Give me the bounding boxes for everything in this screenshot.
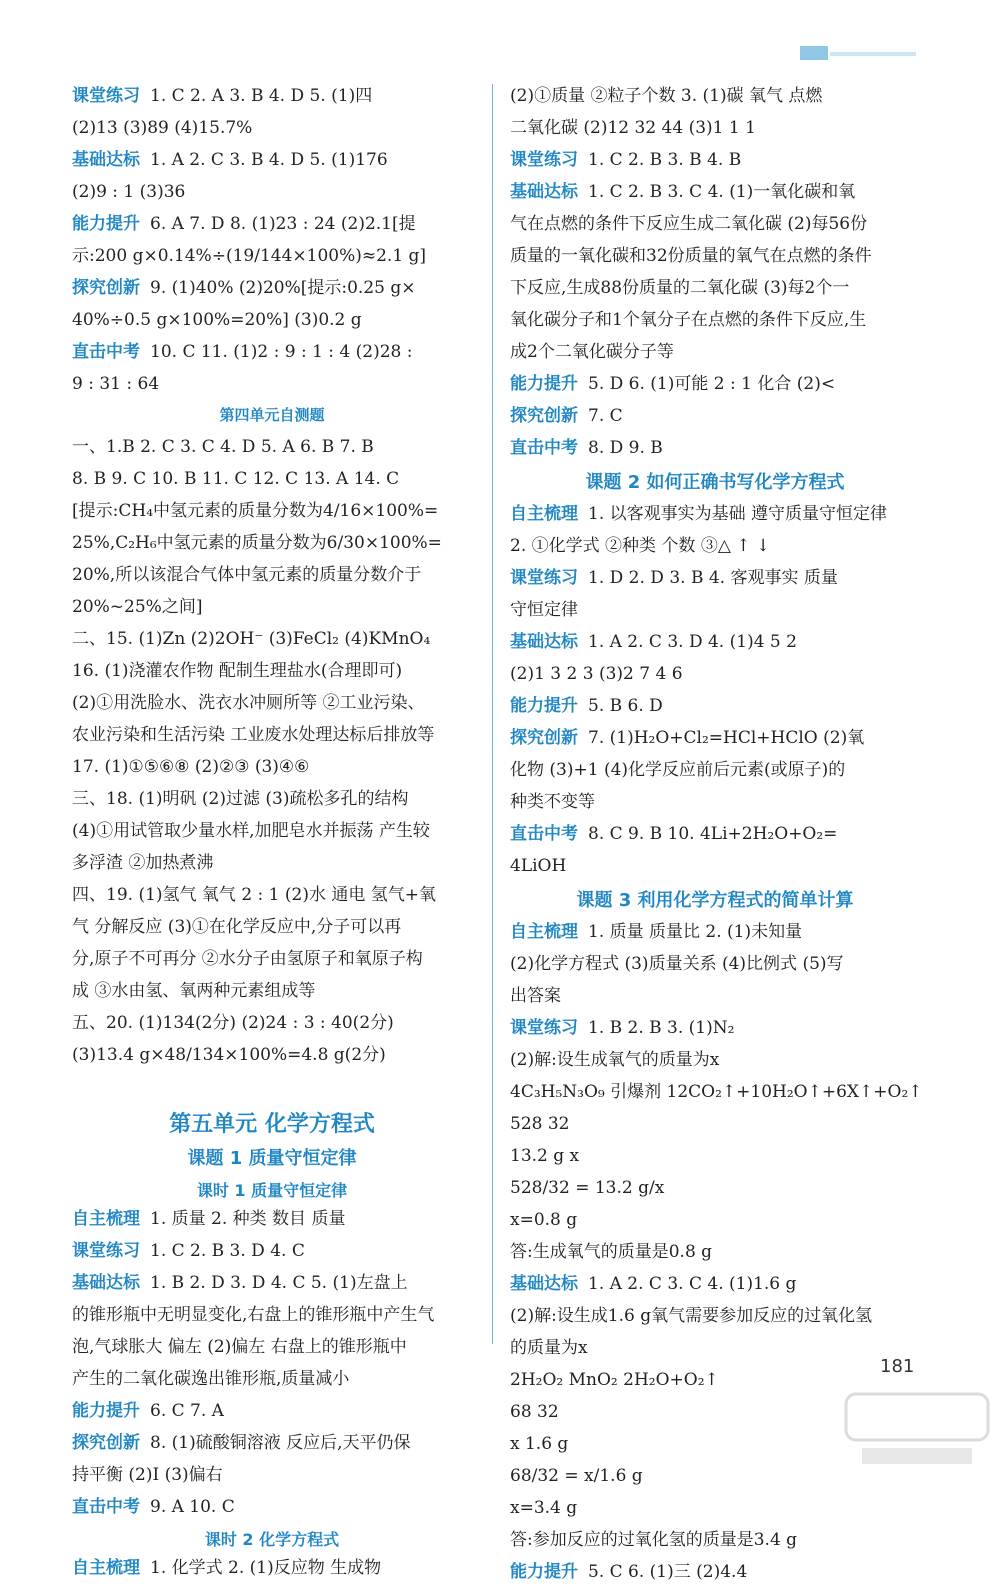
answer-line: [72, 308, 472, 332]
section-tag: 课堂练习: [510, 568, 578, 588]
answer-line: [510, 502, 920, 526]
answer-line: [510, 598, 920, 622]
answer-line: [510, 340, 920, 364]
answer-line: [72, 1431, 472, 1455]
answer-text: 7. (1)H₂O+Cl₂=HCl+HClO (2)氧: [588, 728, 865, 748]
answer-text: 68 32: [510, 1402, 559, 1422]
section-tag: 探究创新: [72, 278, 140, 298]
answer-line: [72, 947, 472, 971]
answer-text: 下反应,生成88份质量的二氧化碳 (3)每2个一: [510, 278, 850, 298]
answer-line: [72, 691, 472, 715]
answer-line: [510, 952, 920, 976]
answer-line: [72, 627, 472, 651]
answer-line: [510, 758, 920, 782]
answer-text: 4C₃H₅N₃O₉ 引爆剂 12CO₂↑+10H₂O↑+6X↑+O₂↑: [510, 1082, 923, 1102]
answer-text: 气在点燃的条件下反应生成二氧化碳 (2)每56份: [510, 214, 868, 234]
answer-text: 一、1.B 2. C 3. C 4. D 5. A 6. B 7. B: [72, 437, 374, 457]
answer-line: [510, 404, 920, 428]
answer-text: 示:200 g×0.14%÷(19/144×100%)≈2.1 g]: [72, 246, 427, 266]
lesson-title: 课时 1 质量守恒定律: [196, 1181, 348, 1200]
answer-text: 40%÷0.5 g×100%=20%] (3)0.2 g: [72, 310, 362, 330]
answer-text: 5. D 6. (1)可能 2 : 1 化合 (2)<: [588, 374, 836, 394]
answer-line: [72, 84, 472, 108]
section-tag: 能力提升: [510, 696, 578, 716]
answer-line: [510, 1080, 923, 1104]
answer-text: 4LiOH: [510, 856, 567, 876]
left-column: [72, 84, 472, 1588]
answer-text: 2. ①化学式 ②种类 个数 ③△ ↑ ↓: [510, 536, 771, 556]
answer-text: 17. (1)①⑤⑥⑧ (2)②③ (3)④⑥: [72, 757, 310, 777]
topic-title: 课题 2 如何正确书写化学方程式: [585, 472, 845, 493]
answer-text: 528/32 = 13.2 g/x: [510, 1178, 665, 1198]
answer-text: 1. C 2. B 3. D 4. C: [150, 1241, 305, 1261]
answer-line: [72, 1495, 472, 1519]
section-tag: 能力提升: [510, 1562, 578, 1582]
answer-line: [72, 499, 472, 523]
answer-text: 的锥形瓶中无明显变化,右盘上的锥形瓶中产生气: [72, 1305, 435, 1325]
answer-line: [72, 467, 472, 491]
answer-text: 五、20. (1)134(2分) (2)24 : 3 : 40(2分): [72, 1013, 394, 1033]
answer-text: 成 ③水由氢、氧两种元素组成等: [72, 981, 316, 1001]
answer-text: 528 32: [510, 1114, 570, 1134]
answer-line: [510, 1048, 920, 1072]
answer-line: [72, 851, 472, 875]
answer-line: [72, 148, 472, 172]
section-tag: 直击中考: [510, 824, 578, 844]
answer-line: [72, 1271, 472, 1295]
answer-text: 7. C: [588, 406, 623, 426]
section-tag: 探究创新: [510, 728, 578, 748]
unit-title: 第五单元 化学方程式: [169, 1112, 375, 1137]
section-tag: 基础达标: [72, 1273, 140, 1293]
section-tag: 课堂练习: [510, 150, 578, 170]
answer-text: 6. A 7. D 8. (1)23 : 24 (2)2.1[提: [150, 214, 416, 234]
answer-line: [72, 531, 472, 555]
answer-text: 1. 质量 2. 种类 数目 质量: [150, 1209, 346, 1229]
answer-text: x=0.8 g: [510, 1210, 578, 1230]
answer-text: 二氧化碳 (2)12 32 44 (3)1 1 1: [510, 118, 756, 138]
answer-line: [510, 726, 920, 750]
answer-text: 持平衡 (2)I (3)偏右: [72, 1465, 223, 1485]
section-tag: 课堂练习: [72, 1241, 140, 1261]
answer-text: (2)①用洗脸水、洗衣水冲厕所等 ②工业污染、: [72, 693, 425, 713]
answer-text: 1. 化学式 2. (1)反应物 生成物: [150, 1558, 382, 1578]
answer-text: 的质量为x: [510, 1338, 588, 1358]
answer-line: [510, 1176, 920, 1200]
answer-text: 泡,气球胀大 偏左 (2)偏左 右盘上的锥形瓶中: [72, 1337, 407, 1357]
answer-line: [510, 1240, 920, 1264]
answer-line: [72, 915, 472, 939]
section-tag: 基础达标: [510, 182, 578, 202]
answer-line: [510, 630, 920, 654]
answer-line: [510, 84, 920, 108]
answer-text: 1. C 2. B 3. B 4. B: [588, 150, 742, 170]
answer-line: [510, 1272, 920, 1296]
answer-line: [72, 595, 472, 619]
answer-text: 10. C 11. (1)2 : 9 : 1 : 4 (2)28 :: [150, 342, 413, 362]
answer-text: 6. C 7. A: [150, 1401, 224, 1421]
section-tag: 基础达标: [510, 1274, 578, 1294]
section-tag: 直击中考: [72, 342, 140, 362]
answer-line: [72, 1463, 472, 1487]
answer-text: (2)9 : 1 (3)36: [72, 182, 186, 202]
answer-line: [510, 566, 920, 590]
answer-text: x=3.4 g: [510, 1498, 578, 1518]
answer-line: [510, 1336, 920, 1360]
answer-line: [72, 723, 472, 747]
answer-text: 二、15. (1)Zn (2)2OH⁻ (3)FeCl₂ (4)KMnO₄: [72, 629, 431, 649]
answer-line: [510, 276, 920, 300]
answer-text: 5. C 6. (1)三 (2)4.4: [588, 1562, 748, 1582]
answer-line: [510, 662, 920, 686]
answer-text: (2)①质量 ②粒子个数 3. (1)碳 氧气 点燃: [510, 86, 823, 106]
answer-line: [510, 1112, 920, 1136]
answer-line: [510, 694, 920, 718]
answer-text: 16. (1)浇灌农作物 配制生理盐水(合理即可): [72, 661, 403, 681]
answer-line: [72, 659, 472, 683]
answer-line: [72, 276, 472, 300]
answer-text: 气 分解反应 (3)①在化学反应中,分子可以再: [72, 917, 402, 937]
answer-text: 三、18. (1)明矾 (2)过滤 (3)疏松多孔的结构: [72, 789, 409, 809]
answer-line: [510, 920, 920, 944]
topic-title: 课题 1 质量守恒定律: [187, 1148, 357, 1169]
answer-text: 1. C 2. A 3. B 4. D 5. (1)四: [150, 86, 373, 106]
answer-text: 20%~25%之间]: [72, 597, 203, 617]
answer-line: [510, 148, 920, 172]
answer-text: 出答案: [510, 986, 561, 1006]
answer-text: 成2个二氧化碳分子等: [510, 342, 674, 362]
answer-line: [72, 755, 472, 779]
answer-text: 化物 (3)+1 (4)化学反应前后元素(或原子)的: [510, 760, 846, 780]
answer-text: 质量的一氧化碳和32份质量的氧气在点燃的条件: [510, 246, 872, 266]
page-number: 181: [880, 1356, 915, 1377]
answer-text: [提示:CH₄中氢元素的质量分数为4/16×100%=: [72, 501, 439, 521]
answer-line: [510, 180, 920, 204]
answer-text: 9. A 10. C: [150, 1497, 235, 1517]
answer-line: [72, 1207, 472, 1231]
answer-text: 13.2 g x: [510, 1146, 580, 1166]
header-decoration-icon: [800, 42, 918, 64]
section-heading: 第四单元自测题: [219, 406, 325, 424]
answer-line: [72, 1335, 472, 1359]
answer-line: [72, 1303, 472, 1327]
answer-line: [510, 822, 920, 846]
answer-line: [72, 819, 472, 843]
answer-text: 1. A 2. C 3. B 4. D 5. (1)176: [150, 150, 388, 170]
answer-line: [72, 883, 472, 907]
answer-text: 1. A 2. C 3. D 4. (1)4 5 2: [588, 632, 797, 652]
answer-line: [72, 1239, 472, 1263]
topic-title: 课题 3 利用化学方程式的简单计算: [576, 890, 854, 911]
answer-line: [72, 979, 472, 1003]
section-tag: 自主梳理: [510, 504, 578, 524]
section-tag: 能力提升: [72, 214, 140, 234]
column-divider: [492, 84, 493, 1344]
answer-text: 四、19. (1)氢气 氧气 2 : 1 (2)水 通电 氢气+氧: [72, 885, 437, 905]
answer-line: [510, 1144, 920, 1168]
answer-text: (2)化学方程式 (3)质量关系 (4)比例式 (5)写: [510, 954, 844, 974]
answer-line: [510, 1560, 920, 1584]
answer-text: 答:参加反应的过氧化氢的质量是3.4 g: [510, 1530, 798, 1550]
section-tag: 课堂练习: [72, 86, 140, 106]
answer-line: [72, 1043, 472, 1067]
answer-text: (2)解:设生成1.6 g氧气需要参加反应的过氧化氢: [510, 1306, 873, 1326]
answer-text: 20%,所以该混合气体中氢元素的质量分数介于: [72, 565, 422, 585]
answer-text: 农业污染和生活污染 工业废水处理达标后排放等: [72, 725, 435, 745]
answer-line: [510, 116, 920, 140]
lesson-title: 课时 2 化学方程式: [204, 1530, 340, 1549]
answer-text: 2H₂O₂ MnO₂ 2H₂O+O₂↑: [510, 1370, 719, 1390]
answer-line: [510, 244, 920, 268]
answer-line: [510, 984, 920, 1008]
section-tag: 探究创新: [72, 1433, 140, 1453]
answer-text: (2)13 (3)89 (4)15.7%: [72, 118, 253, 138]
answer-line: [72, 1011, 472, 1035]
answer-text: 8. D 9. B: [588, 438, 663, 458]
section-tag: 能力提升: [510, 374, 578, 394]
answer-text: (2)解:设生成氧气的质量为x: [510, 1050, 720, 1070]
answer-text: 1. C 2. B 3. C 4. (1)一氧化碳和氧: [588, 182, 856, 202]
answer-line: [510, 1528, 920, 1552]
answer-line: [72, 787, 472, 811]
section-tag: 基础达标: [72, 150, 140, 170]
answer-line: [510, 1304, 920, 1328]
answer-text: 25%,C₂H₆中氢元素的质量分数为6/30×100%=: [72, 533, 442, 553]
answer-text: 9. (1)40% (2)20%[提示:0.25 g×: [150, 278, 416, 298]
answer-line: [510, 308, 920, 332]
answer-line: [510, 372, 920, 396]
answer-line: [72, 340, 472, 364]
answer-text: 氧化碳分子和1个氧分子在点燃的条件下反应,生: [510, 310, 867, 330]
answer-text: 1. D 2. D 3. B 4. 客观事实 质量: [588, 568, 838, 588]
answer-text: 分,原子不可再分 ②水分子由氢原子和氧原子构: [72, 949, 423, 969]
answer-text: 1. 以客观事实为基础 遵守质量守恒定律: [588, 504, 888, 524]
answer-text: 8. (1)硫酸铜溶液 反应后,天平仍保: [150, 1433, 411, 1453]
answer-text: (4)①用试管取少量水样,加肥皂水并振荡 产生较: [72, 821, 430, 841]
answer-line: [72, 1367, 472, 1391]
section-tag: 自主梳理: [510, 922, 578, 942]
answer-line: [510, 436, 920, 460]
answer-line: [72, 563, 472, 587]
section-tag: 自主梳理: [72, 1558, 140, 1578]
answer-text: 多浮渣 ②加热煮沸: [72, 853, 214, 873]
right-column: [510, 84, 923, 1592]
answer-line: [72, 212, 472, 236]
answer-text: 68/32 = x/1.6 g: [510, 1466, 643, 1486]
answer-line: [510, 1016, 920, 1040]
answer-text: 8. C 9. B 10. 4Li+2H₂O+O₂=: [588, 824, 838, 844]
answer-text: 答:生成氧气的质量是0.8 g: [510, 1242, 713, 1262]
answer-line: [510, 212, 920, 236]
section-tag: 直击中考: [510, 438, 578, 458]
answer-text: 9 : 31 : 64: [72, 374, 160, 394]
answer-line: [72, 372, 472, 396]
answer-line: [72, 1399, 472, 1423]
answer-text: x 1.6 g: [510, 1434, 569, 1454]
answer-text: 守恒定律: [510, 600, 578, 620]
answer-text: 1. B 2. B 3. (1)N₂: [588, 1018, 735, 1038]
answer-text: (2)1 3 2 3 (3)2 7 4 6: [510, 664, 683, 684]
answer-line: [72, 1556, 472, 1580]
section-tag: 探究创新: [510, 406, 578, 426]
answer-text: 种类不变等: [510, 792, 595, 812]
section-tag: 直击中考: [72, 1497, 140, 1517]
section-tag: 基础达标: [510, 632, 578, 652]
section-tag: 能力提升: [72, 1401, 140, 1421]
answer-line: [510, 1496, 920, 1520]
section-tag: 自主梳理: [72, 1209, 140, 1229]
answer-line: [510, 790, 920, 814]
answer-text: 产生的二氧化碳逸出锥形瓶,质量减小: [72, 1369, 350, 1389]
answer-text: 1. A 2. C 3. C 4. (1)1.6 g: [588, 1274, 797, 1294]
answer-line: [510, 854, 920, 878]
answer-line: [72, 435, 472, 459]
answer-text: 1. B 2. D 3. D 4. C 5. (1)左盘上: [150, 1273, 408, 1293]
section-tag: 课堂练习: [510, 1018, 578, 1038]
answer-text: 1. 质量 质量比 2. (1)未知量: [588, 922, 803, 942]
answer-line: [510, 1208, 920, 1232]
answer-line: [510, 534, 920, 558]
answer-line: [72, 116, 472, 140]
answer-text: 5. B 6. D: [588, 696, 663, 716]
answer-text: (3)13.4 g×48/134×100%=4.8 g(2分): [72, 1045, 386, 1065]
answer-line: [72, 180, 472, 204]
answer-line: [72, 244, 472, 268]
watermark-logo-icon: [842, 1386, 992, 1476]
answer-text: 8. B 9. C 10. B 11. C 12. C 13. A 14. C: [72, 469, 400, 489]
